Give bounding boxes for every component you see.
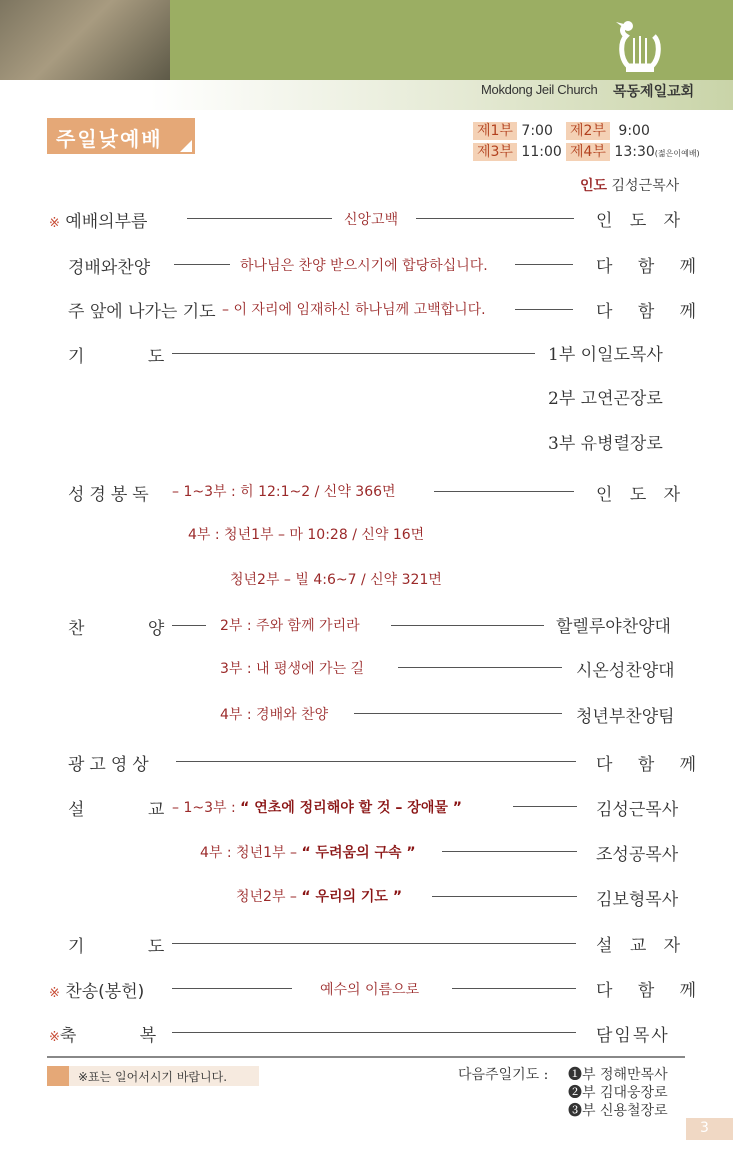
order-right: 김성근목사: [596, 800, 679, 820]
stand-note: ※표는 일어서시기 바랍니다.: [78, 1070, 228, 1084]
leader-line: [172, 625, 206, 626]
order-right: 다 함 께: [596, 302, 707, 322]
order-middle: 3부 : 내 평생에 가는 길: [220, 661, 365, 677]
order-right: 3부 유병렬장로: [548, 434, 663, 454]
footer-divider: [47, 1056, 685, 1058]
order-right: 다 함 께: [596, 755, 707, 775]
page-title: 주일낮예배: [56, 127, 163, 151]
order-right: 인 도 자: [596, 485, 687, 505]
order-call-to-worship: ※ 예배의부름: [49, 212, 148, 232]
title-corner: [180, 140, 192, 152]
page-number-box: [686, 1118, 733, 1140]
order-sermon: 설 교: [68, 800, 165, 820]
service-2: 제2부 9:00: [566, 120, 650, 140]
leader-line: [172, 943, 576, 944]
order-middle: 4부 : 경배와 찬양: [220, 707, 329, 723]
order-right: 시온성찬양대: [576, 661, 675, 681]
church-name-ko: 목동제일교회: [613, 84, 695, 100]
leader-line: [172, 988, 292, 989]
order-middle: – 이 자리에 임재하신 하나님께 고백합니다.: [222, 302, 486, 318]
leader-line: [172, 353, 535, 354]
order-right: 할렐루야찬양대: [556, 617, 671, 637]
leader-line: [515, 309, 573, 310]
leader-line: [513, 806, 577, 807]
service-3: 제3부 11:00: [473, 141, 562, 161]
leader-line: [416, 218, 574, 219]
order-right: 설 교 자: [596, 936, 687, 956]
leader-line: [432, 896, 577, 897]
order-middle: 청년2부 – “ 우리의 기도 ”: [236, 889, 403, 905]
order-benediction: ※축 복: [49, 1026, 157, 1046]
order-anthem: 찬 양: [68, 619, 165, 639]
next-prayer-item: ❶부 정해만목사: [568, 1067, 668, 1083]
lyre-dove-logo-icon: [612, 18, 668, 78]
order-middle: 2부 : 주와 함께 가리라: [220, 618, 360, 634]
leader-line: [354, 713, 562, 714]
leader-line: [442, 851, 577, 852]
order-right: 인 도 자: [596, 211, 687, 231]
order-right: 다 함 께: [596, 257, 707, 277]
service-4: 제4부 13:30(젊은이예배): [566, 141, 700, 161]
order-middle: 하나님은 찬양 받으시기에 합당하십니다.: [240, 258, 488, 274]
page-number: 3: [700, 1120, 709, 1136]
leader-line: [391, 625, 544, 626]
order-confession: 주 앞에 나가는 기도: [68, 302, 216, 322]
next-prayer-label: 다음주일기도 :: [458, 1067, 549, 1083]
order-right: 2부 고연곤장로: [548, 389, 663, 409]
service-1: 제1부 7:00: [473, 120, 553, 140]
order-middle: 4부 : 청년1부 – “ 두려움의 구속 ”: [200, 845, 416, 861]
leader-line: [172, 1032, 576, 1033]
note-marker: [47, 1066, 69, 1086]
leader-line: [398, 667, 562, 668]
order-middle: – 1~3부 : 히 12:1~2 / 신약 366면: [172, 484, 396, 500]
order-right: 1부 이일도목사: [548, 345, 663, 365]
leader-line: [452, 988, 576, 989]
worship-leader: 인도 김성근목사: [580, 178, 680, 194]
order-right: 담임목사: [596, 1026, 670, 1046]
order-middle: 예수의 이름으로: [320, 982, 420, 998]
order-scripture: 성경봉독: [68, 485, 154, 505]
order-announcements: 광고영상: [68, 755, 154, 775]
next-prayer-item: ❸부 신용철장로: [568, 1103, 668, 1119]
leader-line: [515, 264, 573, 265]
leader-line: [176, 761, 576, 762]
leader-line: [434, 491, 574, 492]
order-right: 다 함 께: [596, 981, 707, 1001]
order-offering-hymn: ※ 찬송(봉헌): [49, 982, 145, 1002]
order-prayer-2: 기 도: [68, 937, 165, 957]
order-praise: 경배와찬양: [68, 258, 151, 278]
order-middle: 신앙고백: [344, 212, 399, 228]
hands-cross-photo: [0, 0, 170, 80]
order-right: 조성공목사: [596, 845, 679, 865]
church-name-en: Mokdong Jeil Church: [481, 82, 598, 97]
leader-line: [174, 264, 230, 265]
next-prayer-item: ❷부 김대웅장로: [568, 1085, 668, 1101]
leader-line: [187, 218, 332, 219]
order-sub: 청년2부 – 빌 4:6~7 / 신약 321면: [230, 572, 442, 588]
order-middle: – 1~3부 : “ 연초에 정리해야 할 것 – 장애물 ”: [172, 800, 462, 816]
order-right: 김보형목사: [596, 890, 679, 910]
order-prayer: 기 도: [68, 347, 165, 367]
order-right: 청년부찬양팀: [576, 707, 675, 727]
order-sub: 4부 : 청년1부 – 마 10:28 / 신약 16면: [188, 527, 425, 543]
